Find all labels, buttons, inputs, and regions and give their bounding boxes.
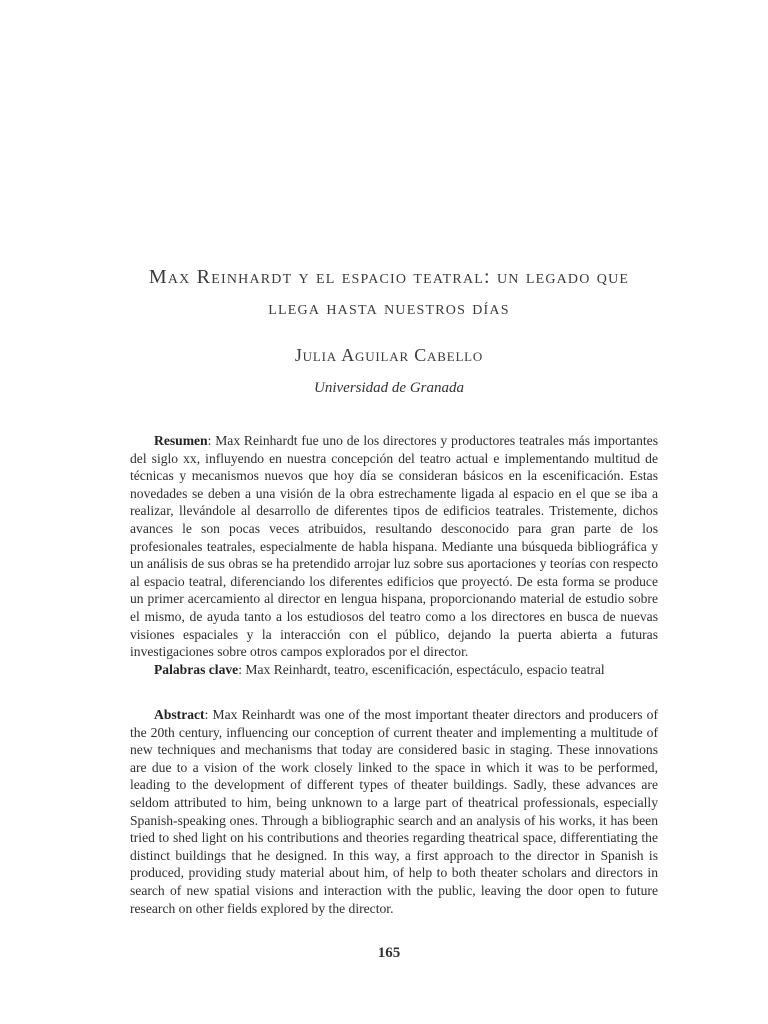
author-affiliation: Universidad de Granada bbox=[314, 380, 464, 396]
keywords-label: Palabras clave bbox=[154, 661, 239, 677]
abstract-text: : Max Reinhardt was one of the most important theater directors and producers of the 20th century, influencing our conception of current theater and implementing a multitude of new techniques and mechanisms that today are considered basic in staging. These innovations are due to a vision of the work closely linked to the space in which it was to be performed, leading to the development of different types of theater buildings. Sadly, these advances are seldom attributed to him, being unknown to a large part of theatrical professionals, especially Spanish-speaking ones. Through a bibliographic search and an analysis of his works, it has been tried to shed light on his contributions and theories regarding theatrical space, differentiating the distinct buildings that he designed. In this way, a first approach to the director in Spanish is produced, providing study material about him, of help to both theater scholars and directors in search of new spatial visions and interaction with the public, leaving the door open to future research on other fields explored by the director. bbox=[130, 707, 658, 916]
keywords-paragraph bbox=[130, 661, 658, 679]
resumen-section bbox=[130, 432, 658, 678]
page-number: 165 bbox=[377, 945, 401, 961]
article-title-line-2: llega hasta nuestros días bbox=[268, 297, 510, 319]
resumen-label: Resumen bbox=[154, 433, 208, 448]
resumen-paragraph bbox=[130, 432, 658, 661]
abstract-label: Abstract bbox=[154, 707, 205, 722]
article-title-line-1: Max Reinhardt y el espacio teatral: un legado que bbox=[148, 266, 630, 288]
keywords-text: : Max Reinhardt, teatro, escenificación, espectáculo, espacio teatral bbox=[238, 661, 605, 677]
abstract-paragraph bbox=[130, 706, 658, 917]
resumen-text: : Max Reinhardt fue uno de los directores y productores teatrales más importantes del siglo xx, influyendo en nuestra concepción del teatro actual e implementando multitud de técnicas y mecanismos nuevos que hoy día se consideran básicos en la escenificación. Estas novedades se deben a una visión de la obra estrechamente ligada al espacio en el que se iba a realizar, llevándole al desarrollo de diferentes tipos de edificios teatrales. Tristemente, dichos avances le son pocas veces atribuidos, resultando desconocido para gran parte de los profesionales teatrales, especialmente de habla hispana. Mediante una búsqueda bibliográfica y un análisis de sus obras se ha pretendido arrojar luz sobre sus aportaciones y teorías con respecto al espacio teatral, diferenciando los diferentes edificios que proyectó. De esta forma se produce un primer acercamiento al director en lengua hispana, proporcionando material de estudio sobre el mismo, de ayuda tanto a los estudiosos del teatro como a los directores en busca de nuevas visiones espaciales y la interacción con el público, dejando la puerta abierta a futuras investigaciones sobre otros campos explorados por el director. bbox=[130, 433, 658, 660]
article-title bbox=[100, 262, 678, 324]
abstract-section bbox=[130, 706, 658, 917]
author-name: Julia Aguilar Cabello bbox=[294, 345, 484, 365]
